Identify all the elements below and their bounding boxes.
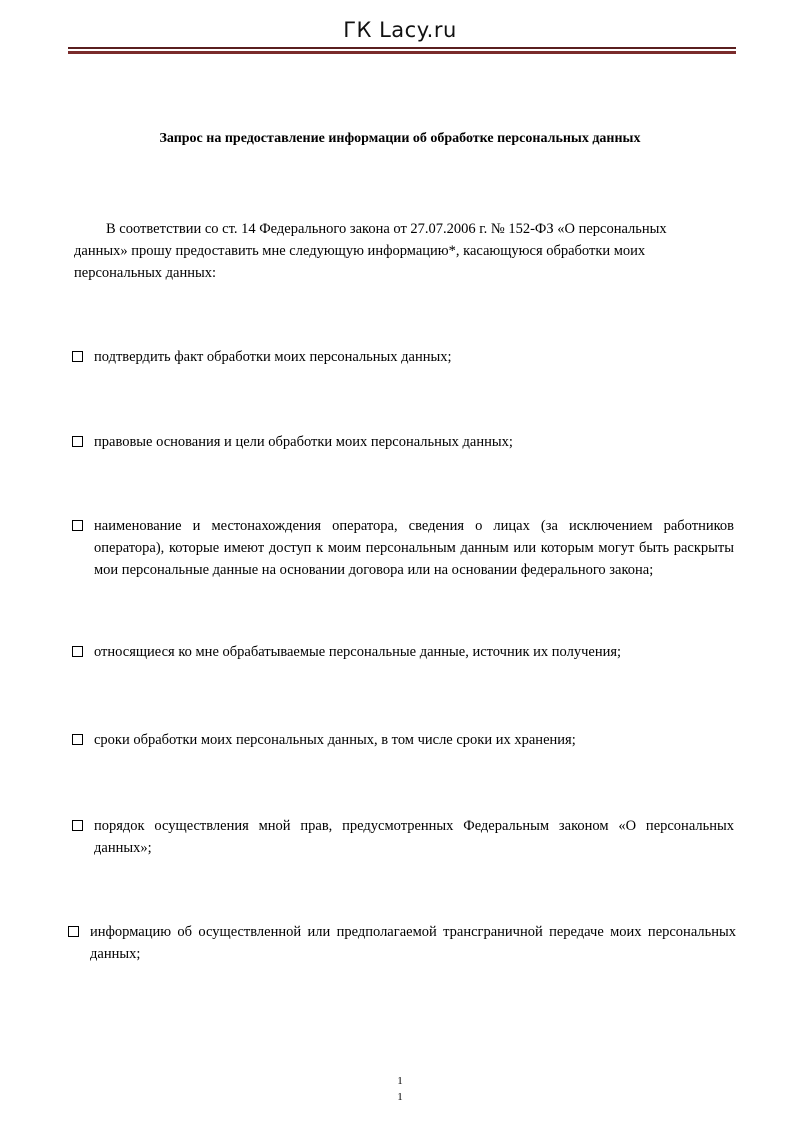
- checklist-item-label: наименование и местонахождения оператора, сведения о лицах (за исключением работников оператора), которые имеют доступ к моим персональным данным или которым могут быть раскрыты мои персональные данные на основании договора или на основании федерального закона;: [94, 518, 734, 578]
- checklist-item-data-sources[interactable]: [72, 641, 734, 663]
- header-divider-top: [68, 47, 736, 49]
- checklist-item-confirm-processing[interactable]: [72, 346, 734, 368]
- checklist-item-label: сроки обработки моих персональных данных, в том числе сроки их хранения;: [94, 732, 576, 748]
- checklist-item-retention-terms[interactable]: [72, 729, 734, 751]
- page-header-title: ГК Lacy.ru: [343, 18, 457, 42]
- checklist-item-label: информацию об осуществленной или предполагаемой трансграничной передаче моих персональных данных;: [90, 924, 736, 962]
- checklist-item-operator-info[interactable]: [72, 515, 734, 581]
- checkbox-icon[interactable]: [68, 926, 79, 937]
- checkbox-icon[interactable]: [72, 436, 83, 447]
- checkbox-icon[interactable]: [72, 520, 83, 531]
- checklist-item-rights-procedure[interactable]: [72, 815, 734, 859]
- document-title: Запрос на предоставление информации об обработке персональных данных: [159, 131, 641, 146]
- page-number-top: 1: [397, 1075, 403, 1087]
- checklist-item-label: правовые основания и цели обработки моих персональных данных;: [94, 434, 513, 450]
- checklist-item-label: относящиеся ко мне обрабатываемые персональные данные, источник их получения;: [94, 644, 622, 660]
- page-number-bottom: 1: [397, 1091, 403, 1103]
- checkbox-icon[interactable]: [72, 820, 83, 831]
- checkbox-icon[interactable]: [72, 646, 83, 657]
- checklist-item-label: порядок осуществления мной прав, предусмотренных Федеральным законом «О персональных данных»;: [94, 818, 734, 856]
- intro-paragraph: В соответствии со ст. 14 Федерального закона от 27.07.2006 г. № 152-ФЗ «О персональных данных» прошу предоставить мне следующую информацию*, касающуюся обработки моих персональных данных:: [74, 221, 667, 281]
- checklist-item-legal-grounds[interactable]: [72, 431, 734, 453]
- page-number: [0, 1073, 800, 1105]
- checklist-item-cross-border-transfer[interactable]: [68, 921, 736, 965]
- checkbox-icon[interactable]: [72, 734, 83, 745]
- header-divider-bottom: [68, 51, 736, 54]
- checkbox-icon[interactable]: [72, 351, 83, 362]
- checklist-item-label: подтвердить факт обработки моих персональных данных;: [94, 349, 452, 365]
